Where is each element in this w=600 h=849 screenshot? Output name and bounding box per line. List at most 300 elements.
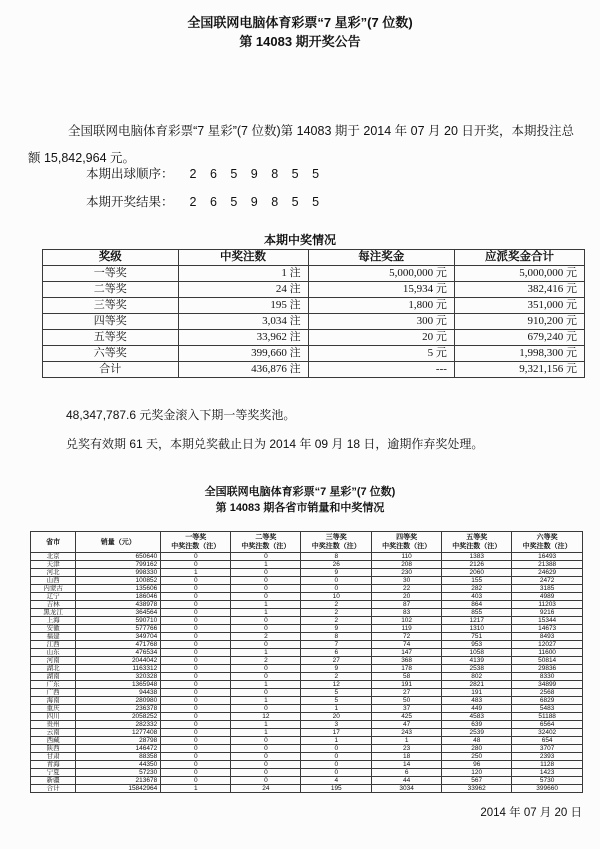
province-table-body [31,553,583,793]
table-cell: 0 [161,561,231,569]
table-cell: 2 [231,633,301,641]
table-cell: 12027 [512,641,583,649]
table-cell: 甘肃 [31,753,76,761]
table-cell: 382,416 元 [454,282,584,298]
table-cell: 2 [301,673,372,681]
table-cell: 50814 [512,657,583,665]
table-header-cell: 奖级 [43,250,179,266]
table-cell: 119 [372,625,442,633]
table-header-row [43,250,585,266]
table-cell: 44350 [76,761,161,769]
table-cell: 0 [231,689,301,697]
footer-date: 2014 年 07 月 20 日 [480,807,582,819]
table-cell: 3 [301,721,372,729]
table-row [31,761,583,769]
table-row [31,625,583,633]
table-cell: 33,962 注 [178,330,308,346]
table-cell: 27 [372,689,442,697]
table-cell: 864 [442,601,512,609]
table-cell: 9 [301,625,372,633]
table-cell: 195 注 [178,298,308,314]
table-cell: 5,000,000 元 [308,266,454,282]
table-cell: 102 [372,617,442,625]
table-row [31,569,583,577]
winning-table-header [43,250,585,266]
table-cell: 0 [161,601,231,609]
table-cell: 1 [161,569,231,577]
table-cell: 577766 [76,625,161,633]
table-cell: 0 [161,609,231,617]
table-cell: 20 [301,713,372,721]
table-cell: 0 [231,777,301,785]
table-cell: 0 [231,617,301,625]
table-cell: 2568 [512,689,583,697]
table-cell: 751 [442,633,512,641]
table-cell: 0 [161,737,231,745]
table-cell: 5483 [512,705,583,713]
table-cell: 17 [301,729,372,737]
table-row [43,346,585,362]
table-cell: 0 [231,769,301,777]
table-cell: 0 [161,657,231,665]
table-cell: 0 [161,705,231,713]
table-row [31,777,583,785]
table-cell: 2060 [442,569,512,577]
table-cell: 1 [231,721,301,729]
table-row [43,282,585,298]
table-cell: 1 [231,649,301,657]
table-cell: 0 [301,577,372,585]
table-cell: 3034 [372,785,442,793]
table-cell: 855 [442,609,512,617]
table-cell: 110 [372,553,442,561]
document-title [0,13,600,51]
table-cell: 北京 [31,553,76,561]
province-section-title [0,484,600,516]
table-cell: 20 元 [308,330,454,346]
ball-order-numbers: 2 6 5 9 8 5 5 [189,167,325,181]
table-row [31,729,583,737]
table-cell: 海南 [31,697,76,705]
table-row [31,633,583,641]
table-header-cell: 四等奖 中奖注数（注） [372,532,442,553]
table-cell: 8 [301,553,372,561]
table-row [31,657,583,665]
table-cell: 1217 [442,617,512,625]
table-cell: 0 [231,569,301,577]
table-cell: 安徽 [31,625,76,633]
table-cell: 33962 [442,785,512,793]
table-cell: 0 [161,745,231,753]
table-row [31,673,583,681]
table-cell: 福建 [31,633,76,641]
table-cell: 0 [161,681,231,689]
table-cell: 0 [231,753,301,761]
table-header-cell: 六等奖 中奖注数（注） [512,532,583,553]
table-cell: 16493 [512,553,583,561]
table-cell: 江西 [31,641,76,649]
table-cell: 436,876 注 [178,362,308,378]
table-cell: 1 [231,681,301,689]
table-cell: 14673 [512,625,583,633]
table-cell: 7 [301,641,372,649]
table-cell: 0 [301,745,372,753]
table-cell: 0 [161,777,231,785]
table-cell: 五等奖 [43,330,179,346]
table-cell: 349704 [76,633,161,641]
table-cell: 213678 [76,777,161,785]
table-cell: 1365948 [76,681,161,689]
table-cell: 83 [372,609,442,617]
table-header-row [31,532,583,553]
table-cell: 0 [161,713,231,721]
deadline-note: 兑奖有效期 61 天，本期兑奖截止日为 2014 年 09 月 18 日，逾期作弃奖处理。 [66,437,484,451]
table-cell: 1 [231,561,301,569]
table-cell: 2821 [442,681,512,689]
table-cell: 650640 [76,553,161,561]
table-row [43,314,585,330]
table-cell: 0 [231,745,301,753]
table-cell: 1 注 [178,266,308,282]
table-cell: 30 [372,577,442,585]
table-cell: 2 [301,601,372,609]
table-header-cell: 应派奖金合计 [454,250,584,266]
table-header-cell: 中奖注数 [178,250,308,266]
table-cell: 9 [301,665,372,673]
table-cell: 0 [161,633,231,641]
table-cell: 679,240 元 [454,330,584,346]
table-cell: 0 [161,585,231,593]
table-cell: 5730 [512,777,583,785]
table-row [31,785,583,793]
table-cell: 48 [442,737,512,745]
table-cell: 191 [372,681,442,689]
table-cell: 1 [301,737,372,745]
table-cell: 2 [301,609,372,617]
table-header-cell: 二等奖 中奖注数（注） [231,532,301,553]
table-cell: 0 [231,673,301,681]
table-cell: 三等奖 [43,298,179,314]
table-cell: 广西 [31,689,76,697]
table-cell: 0 [161,665,231,673]
table-cell: 0 [161,761,231,769]
table-cell: 河北 [31,569,76,577]
table-cell: 贵州 [31,721,76,729]
table-row [31,577,583,585]
table-cell: 0 [161,673,231,681]
table-cell: 青海 [31,761,76,769]
table-cell: 12 [301,681,372,689]
table-cell: 2393 [512,753,583,761]
table-cell: 135606 [76,585,161,593]
table-cell: 320328 [76,673,161,681]
table-row [31,593,583,601]
table-cell: 0 [301,585,372,593]
table-cell: 内蒙古 [31,585,76,593]
table-cell: 50 [372,697,442,705]
table-cell: 449 [442,705,512,713]
table-cell: 天津 [31,561,76,569]
table-cell: 399,660 注 [178,346,308,362]
table-cell: 1163312 [76,665,161,673]
table-row [31,689,583,697]
table-cell: 195 [301,785,372,793]
table-cell: 11600 [512,649,583,657]
table-cell: 陕西 [31,745,76,753]
table-cell: 250 [442,753,512,761]
table-cell: 0 [161,577,231,585]
table-cell: 44 [372,777,442,785]
table-row [31,609,583,617]
table-cell: 24 注 [178,282,308,298]
table-cell: 8 [301,633,372,641]
table-cell: 15,934 元 [308,282,454,298]
table-row [31,721,583,729]
table-cell: 0 [161,617,231,625]
table-cell: 1128 [512,761,583,769]
table-row [31,665,583,673]
table-cell: 654 [512,737,583,745]
table-row [31,745,583,753]
table-cell: 47 [372,721,442,729]
table-cell: 5 [301,689,372,697]
table-cell: 2058252 [76,713,161,721]
table-cell: 186046 [76,593,161,601]
table-cell: 438978 [76,601,161,609]
table-cell: 590710 [76,617,161,625]
table-cell: 吉林 [31,601,76,609]
table-cell: 476534 [76,649,161,657]
intro-paragraph: 全国联网电脑体育彩票“7 星彩”(7 位数)第 14083 期于 2014 年 07 月 20 日开奖，本期投注总额 15,842,964 元。 [28,123,574,165]
table-cell: 5 元 [308,346,454,362]
table-cell: 合计 [31,785,76,793]
table-cell: 湖北 [31,665,76,673]
table-row [31,753,583,761]
table-cell: 14 [372,761,442,769]
table-cell: 云南 [31,729,76,737]
draw-result-label: 本期开奖结果： [86,195,174,209]
table-cell: 26 [301,561,372,569]
table-cell: 87 [372,601,442,609]
draw-result-numbers: 2 6 5 9 8 5 5 [189,195,325,209]
table-row [31,705,583,713]
table-cell: 28798 [76,737,161,745]
table-cell: 6564 [512,721,583,729]
table-cell: 辽宁 [31,593,76,601]
table-cell: 西藏 [31,737,76,745]
table-cell: 282 [442,585,512,593]
table-cell: 0 [231,585,301,593]
table-cell: 399660 [512,785,583,793]
table-cell: 74 [372,641,442,649]
table-header-cell: 一等奖 中奖注数（注） [161,532,231,553]
table-row [43,266,585,282]
table-cell: 11203 [512,601,583,609]
table-cell: 300 元 [308,314,454,330]
table-cell: 15344 [512,617,583,625]
table-cell: 22 [372,585,442,593]
table-cell: 黑龙江 [31,609,76,617]
table-cell: 567 [442,777,512,785]
table-cell: 4139 [442,657,512,665]
table-cell: 29836 [512,665,583,673]
table-cell: 3707 [512,745,583,753]
ball-order-line [86,164,324,182]
table-cell: 147 [372,649,442,657]
table-cell: 一等奖 [43,266,179,282]
table-cell: 27 [301,657,372,665]
table-cell: 51188 [512,713,583,721]
table-cell: 280 [442,745,512,753]
table-cell: 72 [372,633,442,641]
table-cell: 2 [301,617,372,625]
document-title-line1: 全国联网电脑体育彩票“7 星彩”(7 位数) [187,15,413,30]
table-row [43,298,585,314]
table-cell: 230 [372,569,442,577]
winning-table-title: 本期中奖情况 [263,233,336,247]
table-cell: 96 [442,761,512,769]
table-cell: 23 [372,745,442,753]
table-cell: 88358 [76,753,161,761]
table-cell: 351,000 元 [454,298,584,314]
table-cell: 0 [231,625,301,633]
table-cell: 湖南 [31,673,76,681]
table-cell: 403 [442,593,512,601]
table-cell: 2539 [442,729,512,737]
table-cell: 799162 [76,561,161,569]
table-cell: 178 [372,665,442,673]
table-cell: 191 [442,689,512,697]
table-cell: 宁夏 [31,769,76,777]
table-cell: 18 [372,753,442,761]
table-cell: 34899 [512,681,583,689]
table-cell: 1 [372,737,442,745]
table-cell: 1 [231,609,301,617]
province-sales-table [30,531,583,793]
table-row [31,769,583,777]
table-cell: 0 [301,769,372,777]
table-cell: 2 [231,657,301,665]
table-cell: 5,000,000 元 [454,266,584,282]
province-section-title-line1: 全国联网电脑体育彩票“7 星彩”(7 位数) [204,486,396,498]
province-table-header [31,532,583,553]
table-cell: 0 [161,697,231,705]
table-header-cell: 三等奖 中奖注数（注） [301,532,372,553]
rollover-note: 48,347,787.6 元奖金滚入下期一等奖奖池。 [66,408,296,422]
table-row [31,649,583,657]
table-cell: 1058 [442,649,512,657]
table-row [43,362,585,378]
table-cell: 河南 [31,657,76,665]
table-cell: 368 [372,657,442,665]
table-cell: 0 [231,577,301,585]
table-cell: 四等奖 [43,314,179,330]
table-cell: 282332 [76,721,161,729]
table-cell: 155 [442,577,512,585]
table-cell: 0 [161,753,231,761]
table-cell: 4989 [512,593,583,601]
table-cell: 280980 [76,697,161,705]
table-cell: 1 [231,729,301,737]
table-cell: 0 [161,769,231,777]
table-cell: 3,034 注 [178,314,308,330]
table-cell: 32402 [512,729,583,737]
table-cell: 802 [442,673,512,681]
table-cell: 0 [161,553,231,561]
table-cell: 0 [161,625,231,633]
table-cell: 8330 [512,673,583,681]
table-cell: 24629 [512,569,583,577]
table-cell: 471768 [76,641,161,649]
table-cell: 合计 [43,362,179,378]
table-cell: 0 [231,737,301,745]
table-cell: 四川 [31,713,76,721]
table-cell: 9216 [512,609,583,617]
table-cell: 0 [231,665,301,673]
table-cell: 5 [301,697,372,705]
table-cell: 146472 [76,745,161,753]
table-cell: 2126 [442,561,512,569]
table-cell: 6829 [512,697,583,705]
table-row [31,641,583,649]
table-cell: 236378 [76,705,161,713]
table-row [31,737,583,745]
table-cell: 0 [231,593,301,601]
table-cell: 15842964 [76,785,161,793]
table-cell: 上海 [31,617,76,625]
table-cell: 1,998,300 元 [454,346,584,362]
table-cell: 425 [372,713,442,721]
table-cell: 0 [301,753,372,761]
table-cell: 0 [301,761,372,769]
table-cell: 1 [301,705,372,713]
table-cell: 998330 [76,569,161,577]
table-row [31,697,583,705]
table-cell: 9,321,156 元 [454,362,584,378]
table-cell: 2472 [512,577,583,585]
table-cell: 21388 [512,561,583,569]
table-cell: 0 [161,729,231,737]
table-cell: 10 [301,593,372,601]
table-cell: 20 [372,593,442,601]
ball-order-label: 本期出球顺序： [86,167,174,181]
table-cell: 0 [231,553,301,561]
table-cell: 0 [161,649,231,657]
table-cell: 639 [442,721,512,729]
table-cell: 0 [231,641,301,649]
table-row [31,561,583,569]
table-header-cell: 销量（元） [76,532,161,553]
table-cell: 0 [161,689,231,697]
table-header-cell: 每注奖金 [308,250,454,266]
table-cell: 243 [372,729,442,737]
table-cell: 2538 [442,665,512,673]
table-cell: 3185 [512,585,583,593]
table-row [31,585,583,593]
table-cell: 4583 [442,713,512,721]
province-section-title-line2: 第 14083 期各省市销量和中奖情况 [215,502,385,514]
table-cell: 0 [231,705,301,713]
table-cell: 58 [372,673,442,681]
table-cell: 4 [301,777,372,785]
table-cell: 六等奖 [43,346,179,362]
table-row [43,330,585,346]
table-cell: 364564 [76,609,161,617]
table-header-cell: 省市 [31,532,76,553]
table-cell: 1383 [442,553,512,561]
table-cell: 1 [161,785,231,793]
table-cell: 37 [372,705,442,713]
